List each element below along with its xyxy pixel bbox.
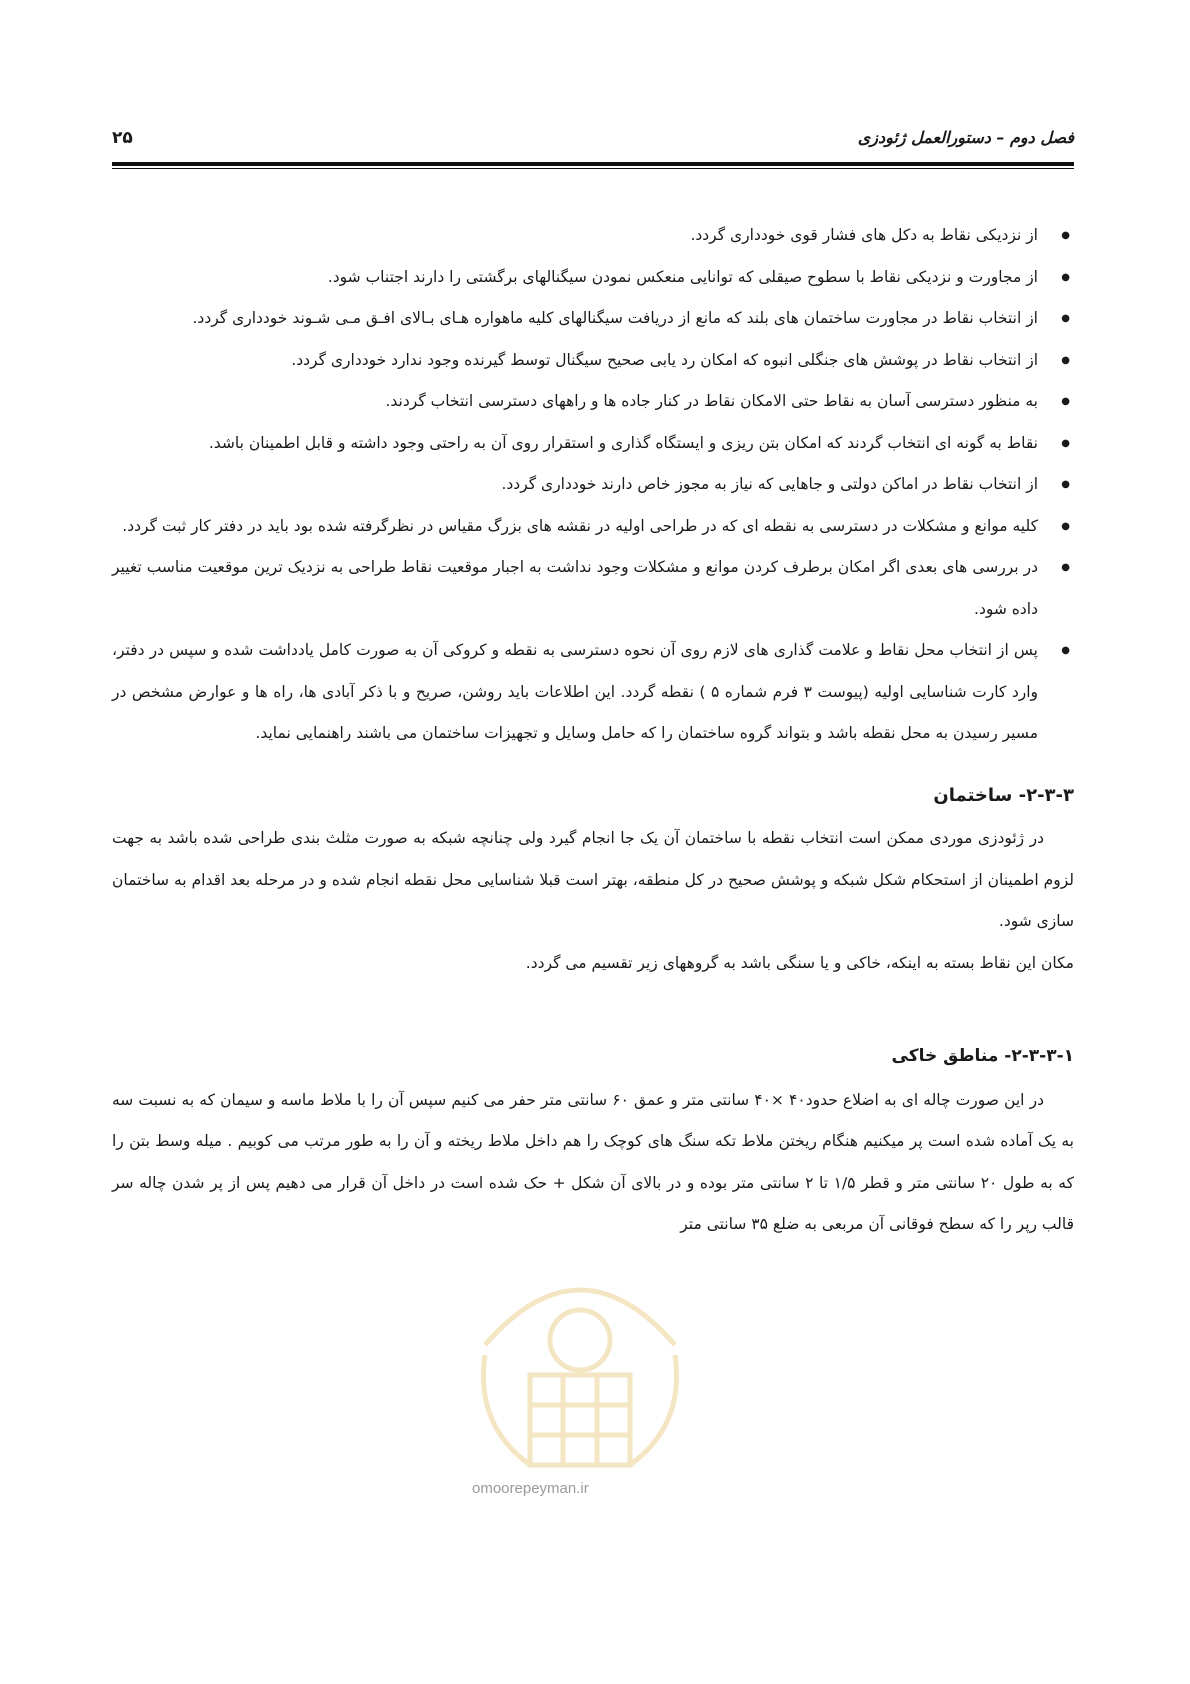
bullet-item: ● کلیه موانع و مشکلات در دسترسی به نقطه ای که در طراحی اولیه در نقشه های بزرگ مقیاس در نظرگرفته شده بود باید در دفتر کار ثبت گردد. (112, 506, 1074, 548)
bullet-item: ● از انتخاب نقاط در اماکن دولتی و جاهایی که نیاز به مجوز خاص دارند خودداری گردد. (112, 464, 1074, 506)
chapter-title: فصل دوم – دستورالعمل ژئودزی (857, 128, 1074, 147)
bullet-item: ● به منظور دسترسی آسان به نقاط حتی الامکان نقاط در کنار جاده ها و راههای دسترسی انتخاب گردند. (112, 381, 1074, 423)
watermark-logo-icon (445, 1225, 715, 1485)
bullet-item: ● از نزدیکی نقاط به دکل های فشار قوی خودداری گردد. (112, 215, 1074, 257)
bullet-item: ● نقاط به گونه ای انتخاب گردند که امکان بتن ریزی و ایستگاه گذاری و استقرار روی آن به راحتی وجود داشته و قابل اطمینان باشد. (112, 423, 1074, 465)
bullet-item: ● از مجاورت و نزدیکی نقاط با سطوح صیقلی که توانایی منعکس نمودن سیگنالهای برگشتی را دارند اجتناب شود. (112, 257, 1074, 299)
bullet-item: ● از انتخاب نقاط در مجاورت ساختمان های بلند که مانع از دریافت سیگنالهای کلیه ماهواره هـای بـالای افـق مـی شـوند خودداری گردد. (112, 298, 1074, 340)
page-content (112, 215, 1074, 1246)
watermark-url: omoorepeyman.ir (472, 1480, 589, 1497)
header-rule-thin (112, 168, 1074, 169)
subsection-heading: ۲-۳-۳-۱- مناطق خاکی (891, 1046, 1074, 1066)
bullet-item: ● از انتخاب نقاط در پوشش های جنگلی انبوه که امکان رد یابی صحیح سیگنال توسط گیرنده وجود ندارد خودداری گردد. (112, 340, 1074, 382)
section-heading: ۲-۳-۳- ساختمان (933, 784, 1074, 806)
bullet-item: ● در بررسی های بعدی اگر امکان برطرف کردن موانع و مشکلات وجود نداشت به اجبار موقعیت نقاط طراحی به نزدیک ترین موقعیت مناسب تغییر داده شود. (112, 547, 1074, 630)
section-paragraph: در ژئودزی موردی ممکن است انتخاب نقطه با ساختمان آن یک جا انجام گیرد ولی چنانچه شبکه به صورت مثلث بندی طراحی شده باشد به جهت لزوم اطمینان از استحکام شکل شبکه و پوشش صحیح در کل منطقه، بهتر است قبلا شناسایی محل نقطه انجام شده و در مرحله بعد اقدام به ساختمان سازی شود. (112, 829, 1074, 930)
page-header (112, 128, 1074, 158)
section-paragraph-2: مکان این نقاط بسته به اینکه، خاکی و یا سنگی باشد به گروههای زیر تقسیم می گردد. (525, 953, 1074, 972)
bullet-list (112, 215, 1074, 755)
bullet-item: ● پس از انتخاب محل نقاط و علامت گذاری های لازم روی آن نحوه دسترسی به نقطه و کروکی آن به صورت کامل یادداشت شده و سپس در دفتر، وارد کارت شناسایی اولیه (پیوست ۳ فرم شماره ۵ ) نقطه گردد. این اطلاعات باید روشن، صریح و با ذکر آبادی ها، راه ها و عوارض مشخص در مسیر رسیدن به محل نقطه باشد و بتواند گروه ساختمان را که حامل وسایل و تجهیزات ساختمان می باشند راهنمایی نماید. (112, 630, 1074, 755)
header-rule-thick (112, 162, 1074, 166)
page-number: ۲۵ (112, 128, 133, 148)
subsection-paragraph: در این صورت چاله ای به اضلاع حدود۴۰ ×۴۰ سانتی متر و عمق ۶۰ سانتی متر حفر می کنیم سپس آن را با ملاط ماسه و سیمان که به نسبت سه به یک آماده شده است پر میکنیم هنگام ریختن ملاط تکه سنگ های کوچک را هم داخل ملاط ریخته و آن را به طور مرتب می کوبیم . میله وسط بتن را که به طول ۲۰ سانتی متر و قطر ۱/۵ تا ۲ سانتی متر بوده و در بالای آن شکل + حک شده است در داخل آن قرار می دهیم پس از پر شدن چاله سر قالب رپر را که سطح فوقانی آن مربعی به ضلع ۳۵ سانتی متر (112, 1090, 1074, 1233)
